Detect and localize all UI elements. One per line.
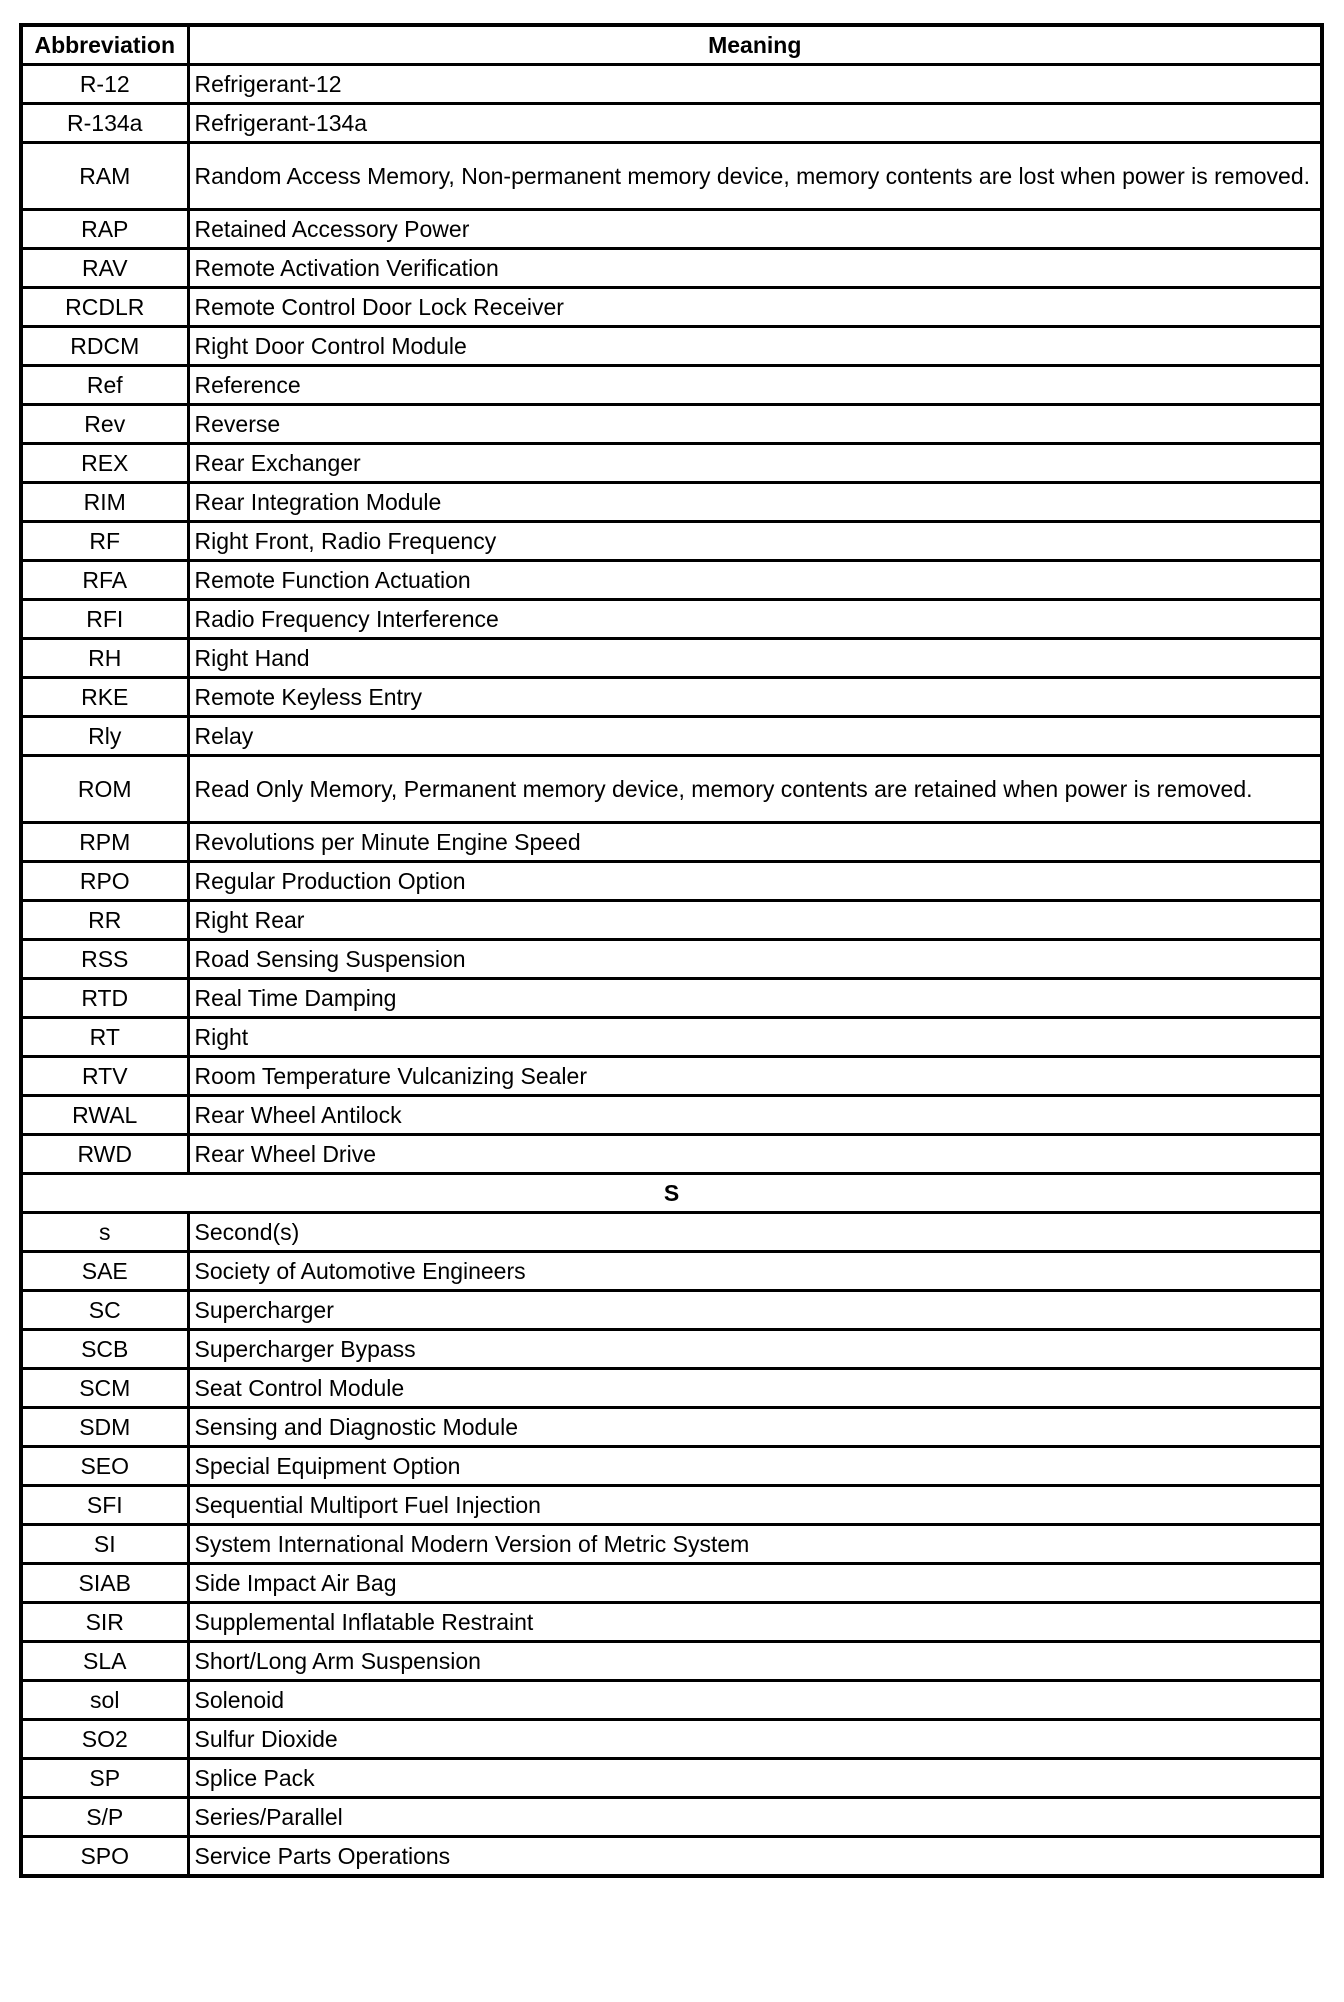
table-row xyxy=(21,444,1322,483)
table-row xyxy=(21,210,1322,249)
meaning-cell: Retained Accessory Power xyxy=(188,210,1322,249)
table-row xyxy=(21,1525,1322,1564)
abbreviation-cell: SDM xyxy=(21,1408,188,1447)
abbreviation-cell: SAE xyxy=(21,1252,188,1291)
meaning-cell: Road Sensing Suspension xyxy=(188,940,1322,979)
abbreviation-cell: SIAB xyxy=(21,1564,188,1603)
meaning-cell: Refrigerant-12 xyxy=(188,65,1322,104)
table-row xyxy=(21,1564,1322,1603)
table-row xyxy=(21,1642,1322,1681)
table-row xyxy=(21,901,1322,940)
meaning-cell: Rear Wheel Antilock xyxy=(188,1096,1322,1135)
table-row xyxy=(21,366,1322,405)
abbreviation-cell: Rly xyxy=(21,717,188,756)
abbreviation-cell: SPO xyxy=(21,1837,188,1877)
abbreviation-cell: RTV xyxy=(21,1057,188,1096)
table-row xyxy=(21,823,1322,862)
meaning-cell: Revolutions per Minute Engine Speed xyxy=(188,823,1322,862)
abbreviation-cell: RH xyxy=(21,639,188,678)
meaning-cell: Solenoid xyxy=(188,1681,1322,1720)
meaning-cell: Special Equipment Option xyxy=(188,1447,1322,1486)
table-row xyxy=(21,1369,1322,1408)
abbreviation-cell: RT xyxy=(21,1018,188,1057)
meaning-cell: Supercharger xyxy=(188,1291,1322,1330)
meaning-cell: Random Access Memory, Non-permanent memory device, memory contents are lost when power is removed. xyxy=(188,143,1322,210)
abbreviation-cell: SP xyxy=(21,1759,188,1798)
meaning-cell: Regular Production Option xyxy=(188,862,1322,901)
abbreviation-cell: SIR xyxy=(21,1603,188,1642)
table-row xyxy=(21,1798,1322,1837)
table-row xyxy=(21,756,1322,823)
meaning-cell: Right xyxy=(188,1018,1322,1057)
abbreviation-cell: sol xyxy=(21,1681,188,1720)
meaning-cell: System International Modern Version of Metric System xyxy=(188,1525,1322,1564)
abbreviation-table xyxy=(19,23,1324,1878)
meaning-cell: Remote Activation Verification xyxy=(188,249,1322,288)
meaning-cell: Society of Automotive Engineers xyxy=(188,1252,1322,1291)
table-row xyxy=(21,1837,1322,1877)
table-row xyxy=(21,65,1322,104)
table-row xyxy=(21,862,1322,901)
table-row xyxy=(21,717,1322,756)
meaning-cell: Sequential Multiport Fuel Injection xyxy=(188,1486,1322,1525)
abbreviation-cell: RR xyxy=(21,901,188,940)
table-body xyxy=(21,65,1322,1877)
abbreviation-cell: S/P xyxy=(21,1798,188,1837)
meaning-cell: Short/Long Arm Suspension xyxy=(188,1642,1322,1681)
abbreviation-cell: REX xyxy=(21,444,188,483)
meaning-cell: Relay xyxy=(188,717,1322,756)
abbreviation-cell: RSS xyxy=(21,940,188,979)
abbreviation-cell: RAM xyxy=(21,143,188,210)
abbreviation-cell: RFI xyxy=(21,600,188,639)
meaning-cell: Second(s) xyxy=(188,1213,1322,1252)
abbreviation-cell: SO2 xyxy=(21,1720,188,1759)
meaning-cell: Service Parts Operations xyxy=(188,1837,1322,1877)
table-row xyxy=(21,522,1322,561)
abbreviation-cell: Rev xyxy=(21,405,188,444)
abbreviation-cell: SLA xyxy=(21,1642,188,1681)
abbreviation-cell: R-12 xyxy=(21,65,188,104)
abbreviation-cell: SFI xyxy=(21,1486,188,1525)
abbreviation-cell: s xyxy=(21,1213,188,1252)
table-row xyxy=(21,1252,1322,1291)
meaning-cell: Seat Control Module xyxy=(188,1369,1322,1408)
table-row xyxy=(21,1759,1322,1798)
abbreviation-cell: R-134a xyxy=(21,104,188,143)
meaning-cell: Rear Exchanger xyxy=(188,444,1322,483)
abbreviation-cell: Ref xyxy=(21,366,188,405)
table-row xyxy=(21,249,1322,288)
table-row xyxy=(21,561,1322,600)
table-row xyxy=(21,1018,1322,1057)
abbreviation-cell: RPM xyxy=(21,823,188,862)
table-row xyxy=(21,1681,1322,1720)
table-row xyxy=(21,639,1322,678)
abbreviation-cell: RAV xyxy=(21,249,188,288)
abbreviation-cell: RIM xyxy=(21,483,188,522)
meaning-cell: Splice Pack xyxy=(188,1759,1322,1798)
meaning-cell: Rear Integration Module xyxy=(188,483,1322,522)
meaning-cell: Room Temperature Vulcanizing Sealer xyxy=(188,1057,1322,1096)
table-row xyxy=(21,600,1322,639)
table-row xyxy=(21,104,1322,143)
table-row xyxy=(21,405,1322,444)
table-row xyxy=(21,483,1322,522)
table-row xyxy=(21,1135,1322,1174)
meaning-cell: Sulfur Dioxide xyxy=(188,1720,1322,1759)
meaning-cell: Remote Control Door Lock Receiver xyxy=(188,288,1322,327)
abbreviation-cell: RCDLR xyxy=(21,288,188,327)
abbreviation-cell: RF xyxy=(21,522,188,561)
meaning-cell: Read Only Memory, Permanent memory device, memory contents are retained when power is removed. xyxy=(188,756,1322,823)
meaning-cell: Rear Wheel Drive xyxy=(188,1135,1322,1174)
table-row xyxy=(21,288,1322,327)
meaning-cell: Side Impact Air Bag xyxy=(188,1564,1322,1603)
meaning-cell: Right Front, Radio Frequency xyxy=(188,522,1322,561)
meaning-cell: Right Hand xyxy=(188,639,1322,678)
table-row xyxy=(21,1408,1322,1447)
abbreviation-cell: ROM xyxy=(21,756,188,823)
abbreviation-cell: RWD xyxy=(21,1135,188,1174)
meaning-cell: Radio Frequency Interference xyxy=(188,600,1322,639)
abbreviation-cell: SCB xyxy=(21,1330,188,1369)
abbreviation-cell: RPO xyxy=(21,862,188,901)
section-heading-s: S xyxy=(21,1174,1322,1213)
table-row xyxy=(21,1291,1322,1330)
meaning-cell: Refrigerant-134a xyxy=(188,104,1322,143)
table-row xyxy=(21,1447,1322,1486)
meaning-cell: Reference xyxy=(188,366,1322,405)
abbreviation-cell: RFA xyxy=(21,561,188,600)
meaning-cell: Series/Parallel xyxy=(188,1798,1322,1837)
abbreviation-column-header: Abbreviation xyxy=(21,25,188,65)
abbreviation-cell: RAP xyxy=(21,210,188,249)
table-row xyxy=(21,1603,1322,1642)
abbreviation-cell: SC xyxy=(21,1291,188,1330)
table-row xyxy=(21,1720,1322,1759)
meaning-cell: Sensing and Diagnostic Module xyxy=(188,1408,1322,1447)
table-row xyxy=(21,979,1322,1018)
table-row xyxy=(21,1057,1322,1096)
abbreviation-cell: RWAL xyxy=(21,1096,188,1135)
table-row xyxy=(21,940,1322,979)
meaning-cell: Right Rear xyxy=(188,901,1322,940)
abbreviation-cell: SCM xyxy=(21,1369,188,1408)
table-row xyxy=(21,1486,1322,1525)
meaning-cell: Remote Function Actuation xyxy=(188,561,1322,600)
section-header-row xyxy=(21,1174,1322,1213)
abbreviation-cell: SEO xyxy=(21,1447,188,1486)
table-row xyxy=(21,678,1322,717)
meaning-cell: Right Door Control Module xyxy=(188,327,1322,366)
abbreviation-cell: SI xyxy=(21,1525,188,1564)
meaning-cell: Supplemental Inflatable Restraint xyxy=(188,1603,1322,1642)
abbreviation-cell: RKE xyxy=(21,678,188,717)
meaning-cell: Supercharger Bypass xyxy=(188,1330,1322,1369)
table-header-row xyxy=(21,25,1322,65)
meaning-column-header: Meaning xyxy=(188,25,1322,65)
abbreviation-cell: RDCM xyxy=(21,327,188,366)
meaning-cell: Real Time Damping xyxy=(188,979,1322,1018)
table-row xyxy=(21,1096,1322,1135)
table-row xyxy=(21,327,1322,366)
meaning-cell: Remote Keyless Entry xyxy=(188,678,1322,717)
abbreviation-cell: RTD xyxy=(21,979,188,1018)
table-row xyxy=(21,1330,1322,1369)
table-row xyxy=(21,1213,1322,1252)
meaning-cell: Reverse xyxy=(188,405,1322,444)
table-row xyxy=(21,143,1322,210)
